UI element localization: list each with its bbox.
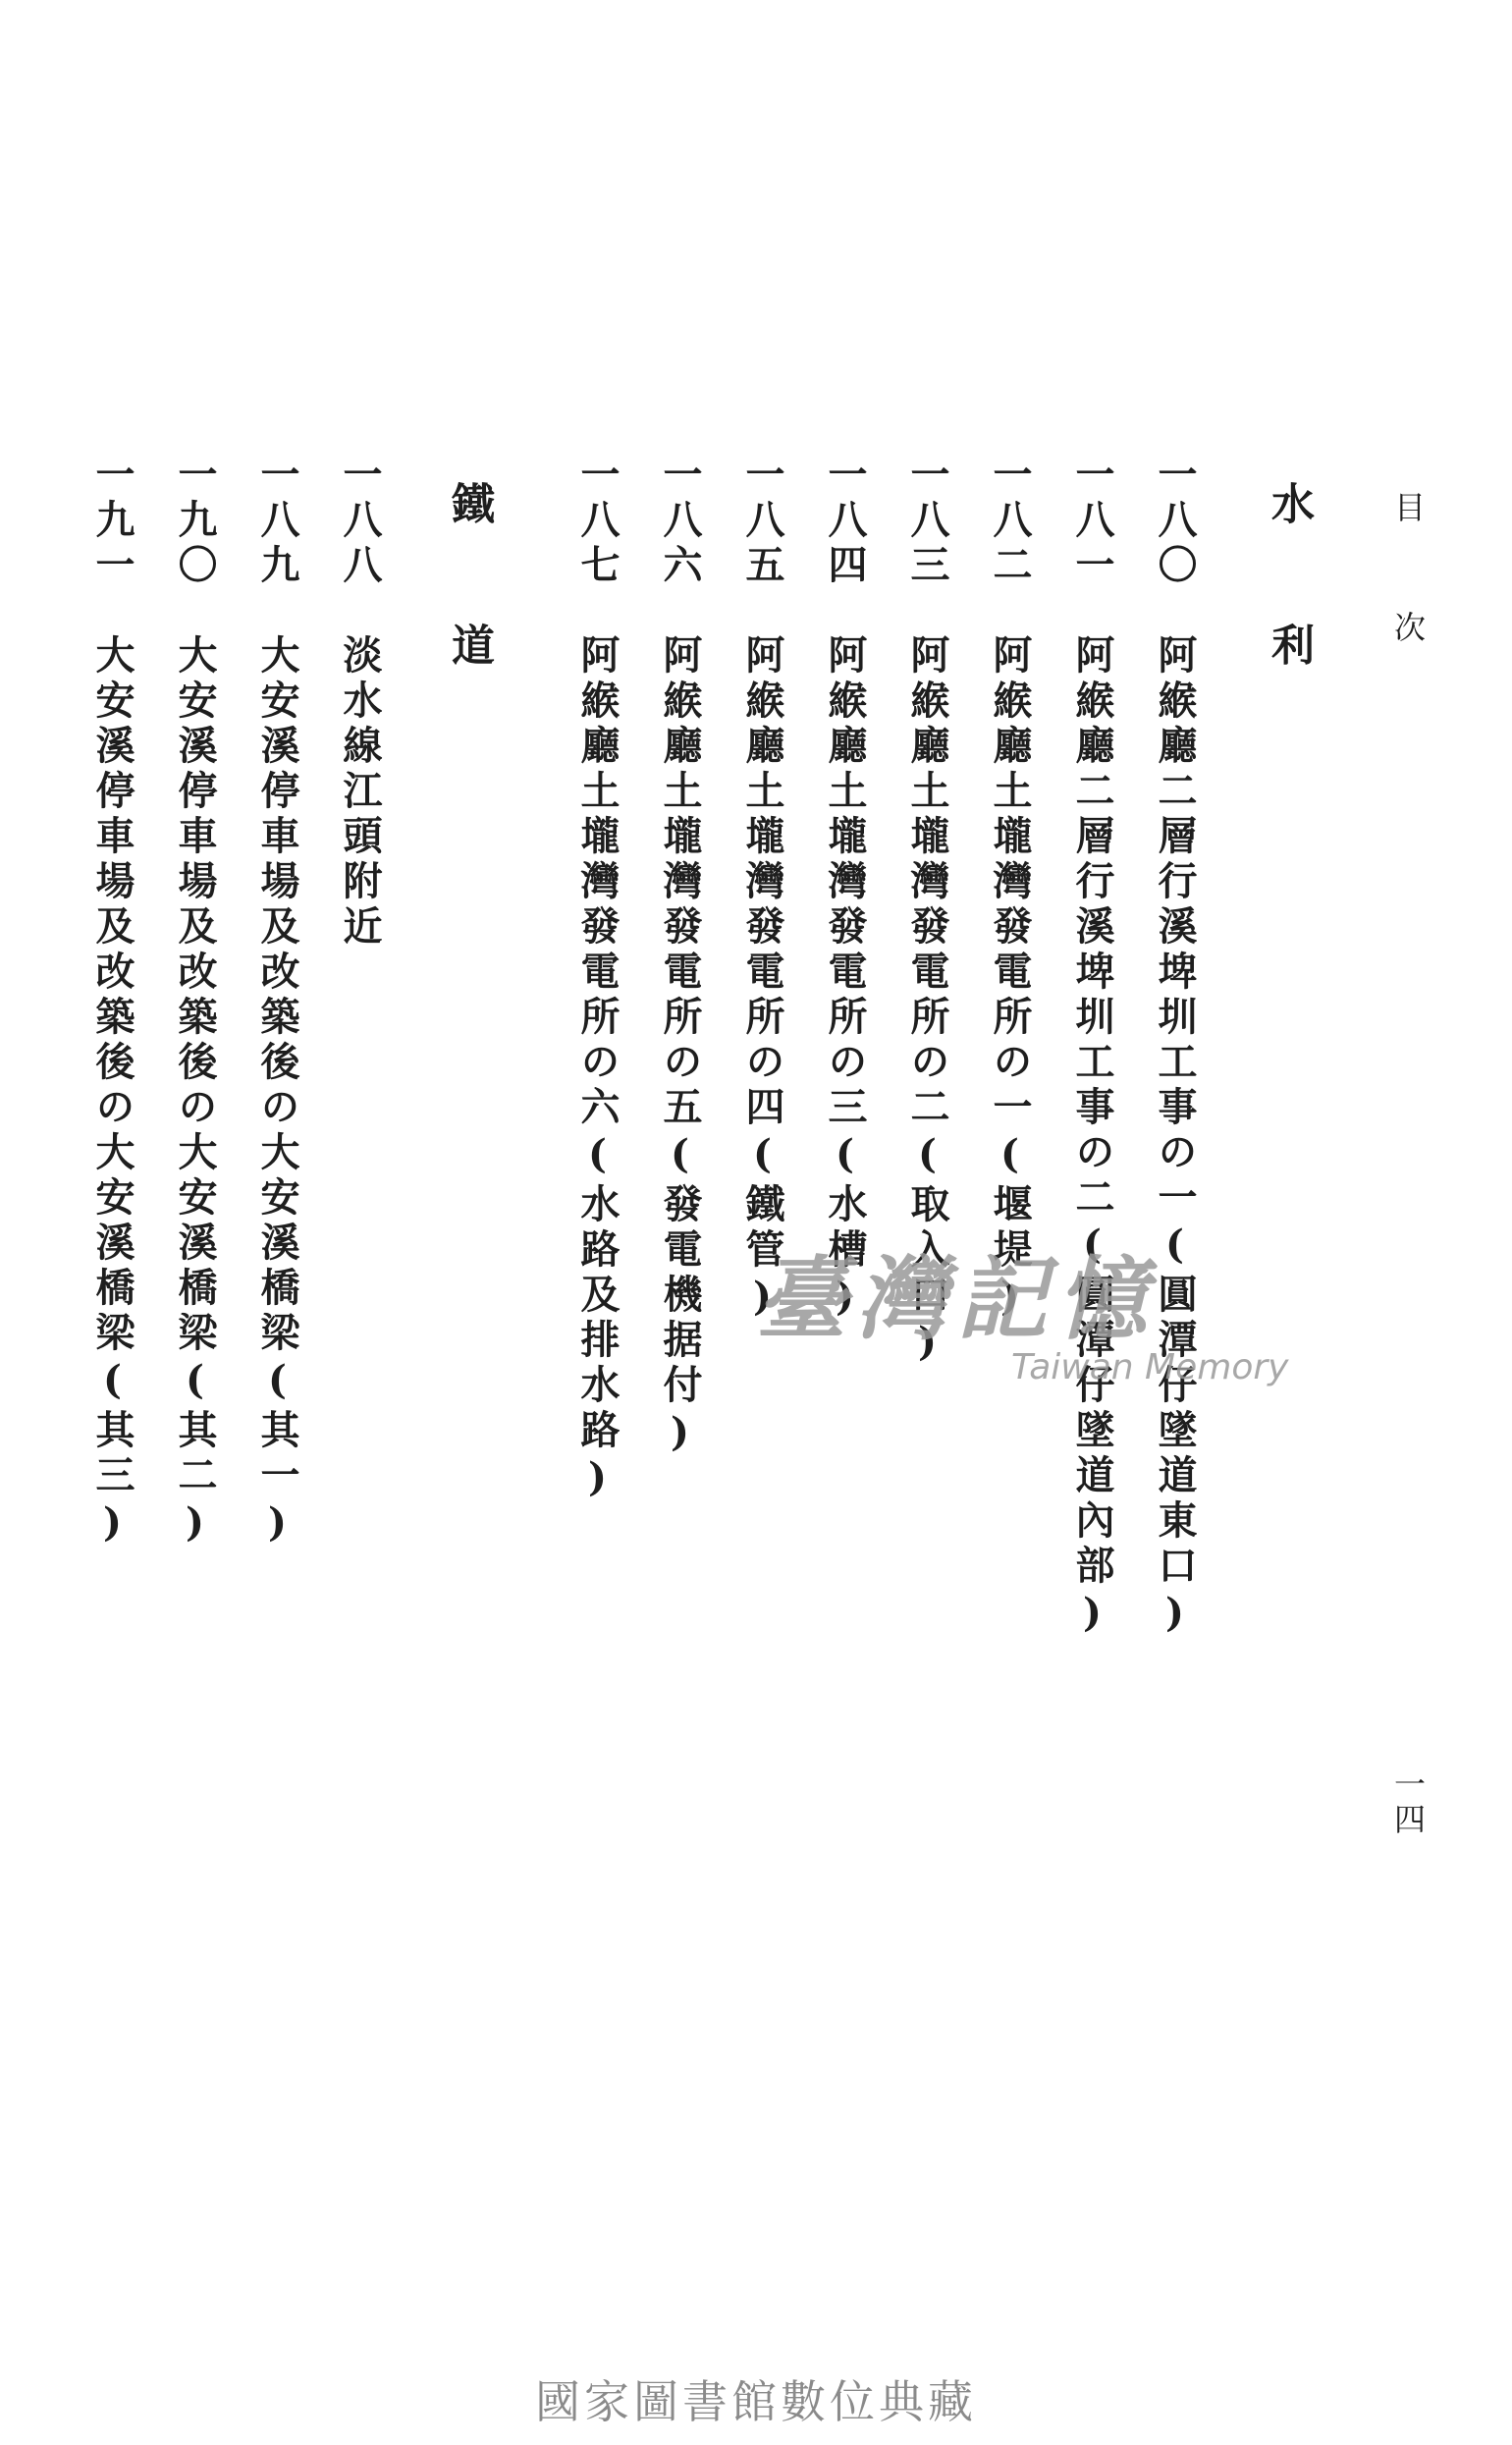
entry-title: 淡水線江頭附近 xyxy=(337,634,383,951)
entry-number: 一九一 xyxy=(89,454,135,589)
entry-title: 阿緱廳土壠灣發電所の三(水槽) xyxy=(822,634,868,1326)
entry-title: 阿緱廳土壠灣發電所の六(水路及排水路) xyxy=(574,634,621,1506)
entry-number: 一八三 xyxy=(904,454,950,589)
entry-title: 阿緱廳二層行溪埤圳工事の一(圓潭仔墜道東口) xyxy=(1152,634,1198,1642)
entry-number: 一八五 xyxy=(739,454,785,589)
running-title: 目次 xyxy=(1389,491,1427,731)
entry-number: 一八六 xyxy=(657,454,703,589)
entry-title: 阿緱廳土壠灣發電所の二(取入口) xyxy=(904,634,950,1371)
entry-title: 阿緱廳二層行溪埤圳工事の二(圓潭仔墜道內部) xyxy=(1069,634,1115,1642)
entry-number: 一八一 xyxy=(1069,454,1115,589)
entry-number: 一八九 xyxy=(254,454,300,589)
entry-title: 大安溪停車場及改築後の大安溪橋梁(其二) xyxy=(172,634,218,1551)
entry-number: 一八〇 xyxy=(1152,454,1198,589)
entry-title: 阿緱廳土壠灣發電所の一(堰堤) xyxy=(987,634,1033,1326)
watermark-chinese: 臺灣記憶 xyxy=(756,1247,1158,1352)
taiwan-memory-watermark xyxy=(756,1227,1306,1387)
watermark-english: Taiwan Memory xyxy=(1011,1347,1289,1387)
section-heading-railway: 鐵道 xyxy=(444,481,494,764)
entry-title: 大安溪停車場及改築後の大安溪橋梁(其一) xyxy=(254,634,300,1551)
entry-title: 阿緱廳土壠灣發電所の四(鐵管) xyxy=(739,634,785,1326)
entry-number: 一八四 xyxy=(822,454,868,589)
page-number: 一四 xyxy=(1389,1767,1427,1838)
entry-number: 一八八 xyxy=(337,454,383,589)
section-heading-water: 水利 xyxy=(1264,481,1314,764)
entry-number: 一八七 xyxy=(574,454,621,589)
entry-number: 一九〇 xyxy=(172,454,218,589)
entry-title: 大安溪停車場及改築後の大安溪橋梁(其三) xyxy=(89,634,135,1551)
entry-number: 一八二 xyxy=(987,454,1033,589)
library-footer: 國家圖書館數位典藏 xyxy=(535,2375,977,2428)
entry-title: 阿緱廳土壠灣發電所の五(發電機据付) xyxy=(657,634,703,1461)
